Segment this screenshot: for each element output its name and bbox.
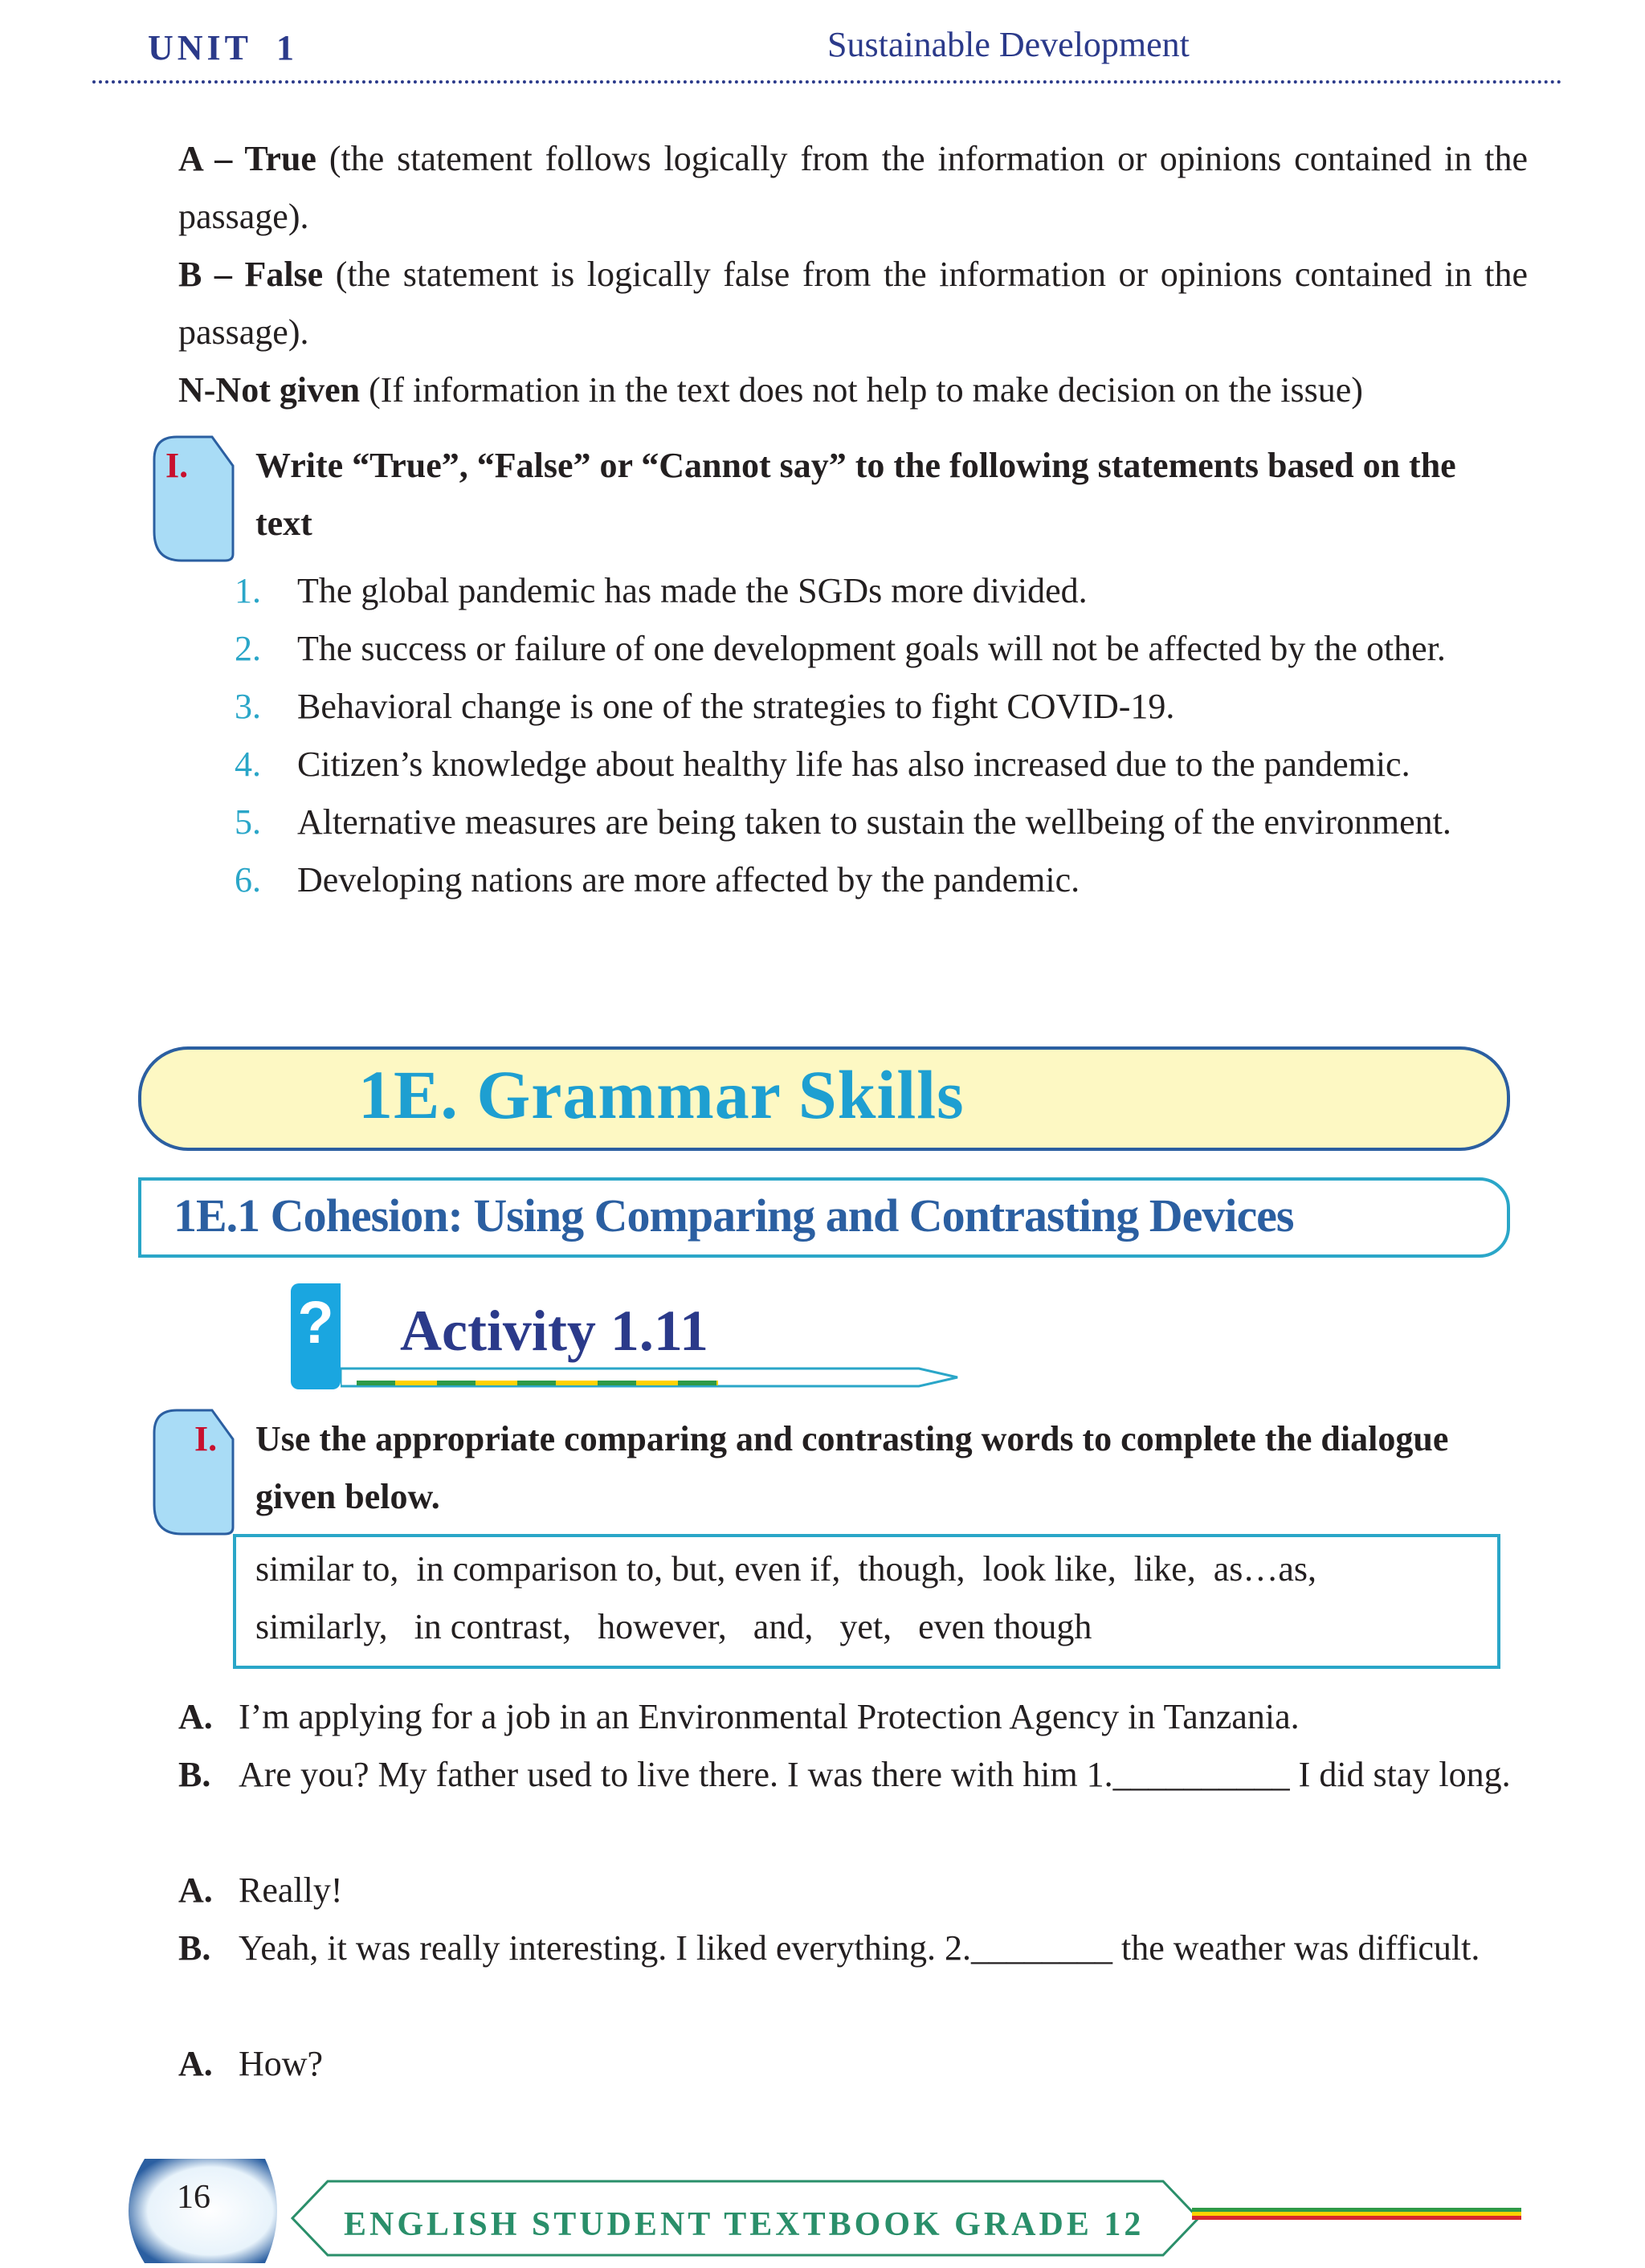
key-b-label: B – False xyxy=(178,255,324,294)
footer-grade: GRADE 12 xyxy=(954,2206,1145,2243)
item-number: 5. xyxy=(235,802,261,842)
item-text: The success or failure of one development goals will not be affected by the other. xyxy=(297,629,1446,668)
list-item xyxy=(235,793,1528,851)
key-a xyxy=(178,130,1528,246)
list-item xyxy=(235,851,1528,909)
key-a-label: A – True xyxy=(178,139,316,178)
key-b-text: (the statement is logically false from the information or opinions contained in the passage). xyxy=(178,255,1528,352)
dialogue-line xyxy=(178,1862,1528,1919)
speaker-label: B. xyxy=(178,1755,211,1794)
dialogue-text: Really! xyxy=(239,1870,343,1910)
dialogue-text: Are you? My father used to live there. I was there with him 1.__________ I did stay long. xyxy=(239,1755,1511,1794)
footer-book-name: ENGLISH STUDENT TEXTBOOK xyxy=(344,2206,943,2243)
exercise-instruction: Write “True”, “False” or “Cannot say” to the following statements based on the text xyxy=(255,446,1456,543)
flag-stripes xyxy=(1192,2208,1521,2220)
key-n-label: N-Not given xyxy=(178,370,361,410)
item-text: Citizen’s knowledge about healthy life has also increased due to the pandemic. xyxy=(297,744,1410,784)
list-item xyxy=(235,562,1528,620)
question-mark-icon: ? xyxy=(291,1283,341,1389)
item-number: 6. xyxy=(235,860,261,899)
key-a-text: (the statement follows logically from the information or opinions contained in the passage). xyxy=(178,139,1528,236)
exercise-roman: I. xyxy=(194,1419,218,1458)
footer-book-title xyxy=(344,2205,1144,2244)
activity-title: Activity 1.11 xyxy=(400,1299,708,1363)
item-number: 2. xyxy=(235,629,261,668)
exercise-tag xyxy=(145,427,235,564)
exercise-instruction: Use the appropriate comparing and contrasting words to complete the dialogue given below. xyxy=(255,1419,1449,1516)
word-bank-box xyxy=(233,1534,1500,1669)
tag-shape-icon xyxy=(145,427,241,564)
item-number: 4. xyxy=(235,744,261,784)
key-n-text: (If information in the text does not help to make decision on the issue) xyxy=(360,370,1363,410)
speaker-label: A. xyxy=(178,1697,213,1736)
subsection-title: 1E.1 Cohesion: Using Comparing and Contrasting Devices xyxy=(173,1189,1294,1242)
tag-shape-icon xyxy=(145,1401,241,1537)
unit-label xyxy=(148,27,298,68)
word-bank-line: similarly, in contrast, however, and, yet, even though xyxy=(255,1607,1092,1646)
dialogue-line xyxy=(178,2035,1528,2093)
page-number: 16 xyxy=(177,2179,210,2216)
dialogue-text: How? xyxy=(239,2044,324,2083)
speaker-label: A. xyxy=(178,2044,213,2083)
speaker-label: A. xyxy=(178,1870,213,1910)
unit-word: UNIT xyxy=(148,28,253,67)
exercise-roman: I. xyxy=(165,446,189,485)
dialogue-text: I’m applying for a job in an Environmental Protection Agency in Tanzania. xyxy=(239,1697,1300,1736)
dialogue-line xyxy=(178,1688,1528,1746)
list-item xyxy=(235,678,1528,736)
item-text: Alternative measures are being taken to sustain the wellbeing of the environment. xyxy=(297,802,1451,842)
unit-title: Sustainable Development xyxy=(827,25,1190,64)
key-n xyxy=(178,361,1528,419)
dialogue-line xyxy=(178,1746,1528,1804)
list-item xyxy=(235,736,1528,793)
key-b xyxy=(178,246,1528,361)
word-bank-line: similar to, in comparison to, but, even if, though, look like, like, as…as, xyxy=(255,1549,1317,1589)
item-text: The global pandemic has made the SGDs more divided. xyxy=(297,571,1088,610)
header-divider xyxy=(92,80,1562,84)
item-number: 1. xyxy=(235,571,261,610)
exercise-tag xyxy=(145,1401,235,1537)
item-text: Developing nations are more affected by the pandemic. xyxy=(297,860,1080,899)
item-text: Behavioral change is one of the strategies to fight COVID-19. xyxy=(297,687,1175,726)
dialogue-text: Yeah, it was really interesting. I liked everything. 2.________ the weather was difficult. xyxy=(239,1928,1480,1968)
item-number: 3. xyxy=(235,687,261,726)
pencil-underline-icon xyxy=(341,1365,959,1389)
dialogue-line xyxy=(178,1919,1528,1977)
section-title: 1E. Grammar Skills xyxy=(358,1056,965,1133)
statement-list xyxy=(235,562,1528,909)
speaker-label: B. xyxy=(178,1928,211,1968)
list-item xyxy=(235,620,1528,678)
unit-number: 1 xyxy=(276,28,299,67)
